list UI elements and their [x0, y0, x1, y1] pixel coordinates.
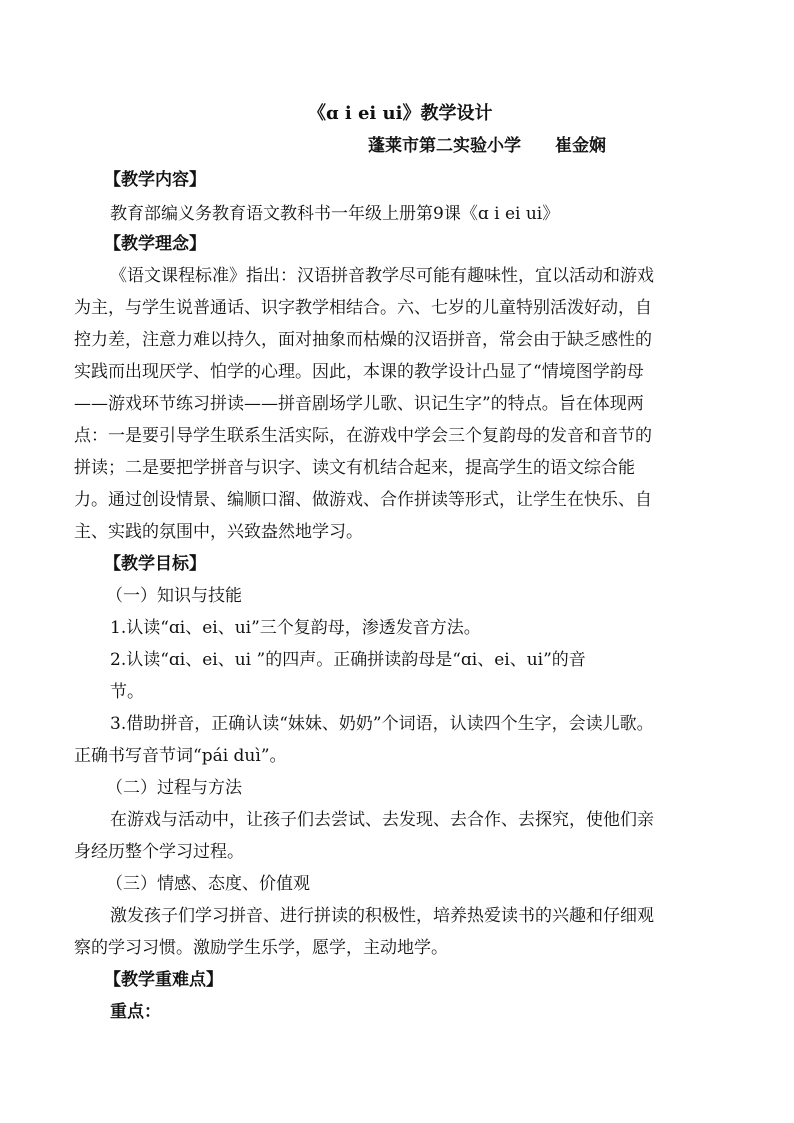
paragraph-line: 《语文课程标准》指出：汉语拼音教学尽可能有趣味性，宜以活动和游戏: [110, 266, 654, 286]
objective-line: 在游戏与活动中，让孩子们去尝试、去发现、去合作、去探究，使他们亲: [110, 810, 654, 830]
paragraph-line: ——游戏环节练习拼读——拼音剧场学儿歌、识记生字”的特点。旨在体现两: [74, 394, 644, 414]
content-line: 教育部编义务教育语文教科书一年级上册第9课《ɑ i ei ui》: [110, 204, 560, 224]
subheading-attitude: （三）情感、态度、价值观: [106, 874, 310, 894]
paragraph-line: 拼读；二是要把学拼音与识字、读文有机结合起来，提高学生的语文综合能: [74, 458, 635, 478]
objective-line: 3.借助拼音，正确认读“妹妹、奶奶”个词语，认读四个生字，会读儿歌。: [110, 714, 654, 734]
key-point-label: 重点：: [110, 1002, 161, 1022]
paragraph-line: 力。通过创设情景、编顺口溜、做游戏、合作拼读等形式，让学生在快乐、自: [74, 490, 652, 510]
objective-line: 正确书写音节词“pái duì”。: [74, 746, 287, 766]
section-heading-key-points: 【教学重难点】: [104, 970, 223, 990]
paragraph-line: 主、实践的氛围中，兴致盎然地学习。: [74, 522, 363, 542]
objective-line: 节。: [110, 682, 144, 702]
document-title: 《ɑ i ei ui》教学设计: [308, 103, 493, 124]
section-heading-objectives: 【教学目标】: [104, 554, 206, 574]
objective-line: 激发孩子们学习拼音、进行拼读的积极性，培养热爱读书的兴趣和仔细观: [110, 906, 654, 926]
subheading-knowledge: （一）知识与技能: [106, 586, 242, 606]
paragraph-line: 实践而出现厌学、怕学的心理。因此，本课的教学设计凸显了“情境图学韵母: [74, 362, 644, 382]
author-line: 蓬莱市第二实验小学 崔金娴: [368, 136, 606, 156]
objective-line: 2.认读“ɑi、ei、ui ”的四声。正确拼读韵母是“ɑi、ei、ui”的音: [110, 650, 586, 670]
paragraph-line: 为主，与学生说普通话、识字教学相结合。六、七岁的儿童特别活泼好动，自: [74, 298, 652, 318]
paragraph-line: 控力差，注意力难以持久，面对抽象而枯燥的汉语拼音，常会由于缺乏感性的: [74, 330, 652, 350]
paragraph-line: 点：一是要引导学生联系生活实际，在游戏中学会三个复韵母的发音和音节的: [74, 426, 652, 446]
subheading-process: （二）过程与方法: [106, 778, 242, 798]
section-heading-philosophy: 【教学理念】: [104, 234, 206, 254]
objective-line: 1.认读“ɑi、ei、ui”三个复韵母，渗透发音方法。: [110, 618, 481, 638]
section-heading-content: 【教学内容】: [104, 170, 206, 190]
objective-line: 身经历整个学习过程。: [74, 842, 244, 862]
objective-line: 察的学习习惯。激励学生乐学，愿学，主动地学。: [74, 938, 448, 958]
